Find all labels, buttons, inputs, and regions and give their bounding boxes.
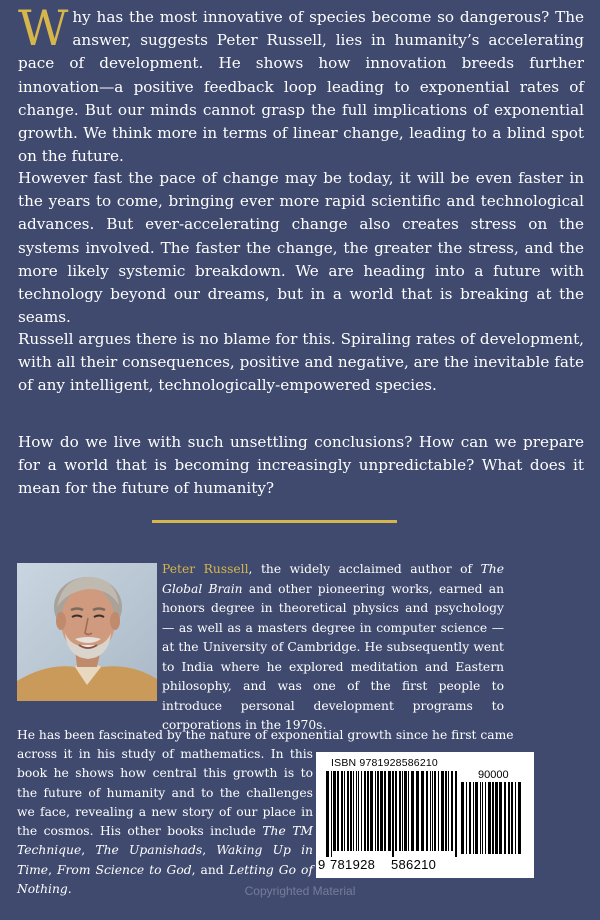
book-title-science-to-god: From Science to God	[57, 862, 192, 877]
book-title-tm-technique: The TM Technique	[17, 824, 313, 858]
barcode-bar	[518, 782, 521, 854]
barcode-bar	[488, 782, 491, 854]
isbn-barcode	[316, 752, 534, 878]
description-paragraph-2: However fast the pace of change may be today, it will be even faster in the years to come, bringing ever more rapid scientific and technological advances. But ever-accelerating change also creates stress on the systems involved. The faster the change, the greater the stress, and the more likely systemic breakdown. We are heading into a future with technology beyond our dreams, but in a world that is breaking at the seams.	[18, 169, 584, 327]
author-portrait-illustration	[17, 563, 157, 701]
book-title-letting-go: Letting Go of Nothing	[17, 862, 313, 897]
barcode-bar	[426, 771, 428, 851]
end-period: .	[67, 882, 72, 897]
author-bio-text-2: and other pioneering works, earned an honors degree in theoretical physics and psychology — as well as a masters degree in computer science — at the University of Cambridge. He subsequently went to India where he explored meditation and Eastern philosophy, and was one of the first people to introduce personal development programs to corporations in the 1970s.	[162, 581, 504, 732]
barcode-bar	[511, 782, 513, 854]
barcode-bar	[404, 771, 407, 851]
barcode-bars-main	[326, 771, 458, 857]
barcode-bar	[434, 771, 436, 851]
barcode-bar	[485, 782, 486, 854]
barcode-bar	[377, 771, 379, 851]
barcode-bar	[508, 782, 510, 854]
barcode-bar	[408, 771, 409, 851]
barcode-bar	[499, 782, 502, 854]
barcode-bars-addon	[461, 782, 523, 854]
isbn-digit-group-2: 586210	[391, 857, 437, 872]
barcode-bar	[469, 782, 471, 854]
barcode-bar	[326, 771, 329, 857]
barcode-bar	[333, 771, 336, 851]
barcode-bar	[367, 771, 369, 851]
barcode-bar	[350, 771, 352, 851]
author-bio-text-1: , the widely acclaimed author of	[248, 562, 481, 576]
barcode-bar	[375, 771, 376, 851]
isbn-digit-first: 9	[318, 857, 326, 872]
barcode-bar	[358, 771, 359, 851]
barcode-bar	[388, 771, 391, 851]
barcode-bar	[441, 771, 444, 851]
barcode-bar	[361, 771, 362, 851]
barcode-bar	[416, 771, 419, 851]
barcode-bar	[480, 782, 481, 854]
paragraph-1-text: hy has the most innovative of species become so dangerous? The answer, suggests Peter Russell, lies in humanity’s accelerating pace of development. He shows how innovation breeds further innovation—a positive feedback loop leading to exponential rates of change. But our minds cannot grasp the full implications of exponential growth. We think more in terms of linear change, leading to a blind spot on the future.	[18, 8, 584, 166]
barcode-bar	[466, 782, 467, 854]
barcode-bar	[461, 782, 464, 854]
copyright-watermark: Copyrighted Material	[244, 884, 356, 898]
barcode-bar	[448, 771, 449, 851]
gold-divider	[152, 520, 397, 523]
barcode-bar	[384, 771, 386, 851]
description-paragraph-4: How do we live with such unsettling conclusions? How can we prepare for a world that is becoming increasingly unpredictable? What does it mean for the future of humanity?	[18, 433, 584, 498]
price-code: 90000	[478, 769, 509, 781]
barcode-bar	[411, 771, 414, 851]
book-title-waking-up: Waking Up in Time	[17, 843, 313, 877]
barcode-bar	[455, 771, 457, 857]
author-more-line-1: He has been fascinated by the nature of exponential growth since he first came	[17, 728, 514, 742]
author-bio	[162, 560, 504, 736]
barcode-bar	[337, 771, 339, 851]
isbn-digit-group-1: 781928	[330, 857, 376, 872]
barcode-bar	[399, 771, 401, 851]
barcode-bar	[347, 771, 349, 851]
author-name: Peter Russell	[162, 562, 249, 576]
barcode-bar	[421, 771, 424, 851]
book-title-upanishads: The Upanishads	[95, 843, 203, 858]
author-photo	[17, 563, 157, 701]
barcode-bar	[430, 771, 431, 851]
description-paragraph-1	[18, 0, 584, 168]
barcode-bar	[495, 782, 498, 854]
barcode-bar	[492, 782, 494, 854]
barcode-bar	[380, 771, 383, 851]
description-paragraph-3: Russell argues there is no blame for this. Spiraling rates of development, with all their consequences, positive and negative, are the inevitable fate of any intelligent, technologically-empowered species.	[18, 330, 584, 395]
author-more-paragraph: across it in his study of mathematics. In this book he shows how central this growth is to the future of humanity and to the challenges we face, revealing a new story of our place in the cosmos. His other books include The TM Technique, The Upanishads, Waking Up in Time, From Science to God, and Letting Go of Nothing.	[17, 747, 313, 897]
barcode-bar	[341, 771, 343, 851]
barcode-bar	[370, 771, 373, 851]
barcode-bar	[451, 771, 453, 851]
author-more-text: across it in his study of mathematics. In this book he shows how central this growth is to the future of humanity and to the challenges we face, revealing a new story of our place in the cosmos. His other books include	[17, 747, 313, 839]
barcode-bar	[353, 771, 354, 851]
barcode-bar	[504, 782, 506, 854]
barcode-bar	[515, 782, 516, 854]
barcode-bar	[392, 771, 394, 857]
barcode-bar	[402, 771, 403, 851]
author-book-title: The Global Brain	[162, 562, 504, 596]
barcode-bar	[344, 771, 345, 851]
barcode-bar	[331, 771, 332, 857]
barcode-bar	[482, 782, 483, 854]
barcode-bar	[356, 771, 357, 851]
barcode-bar	[473, 782, 474, 854]
isbn-label: ISBN 9781928586210	[331, 757, 438, 769]
barcode-bar	[475, 782, 478, 854]
and-text: , and	[191, 862, 229, 877]
barcode-bar	[364, 771, 366, 851]
drop-cap: W	[18, 0, 69, 57]
barcode-bar	[432, 771, 433, 851]
barcode-bar	[438, 771, 439, 851]
barcode-bar	[395, 771, 397, 851]
barcode-bar	[445, 771, 447, 851]
